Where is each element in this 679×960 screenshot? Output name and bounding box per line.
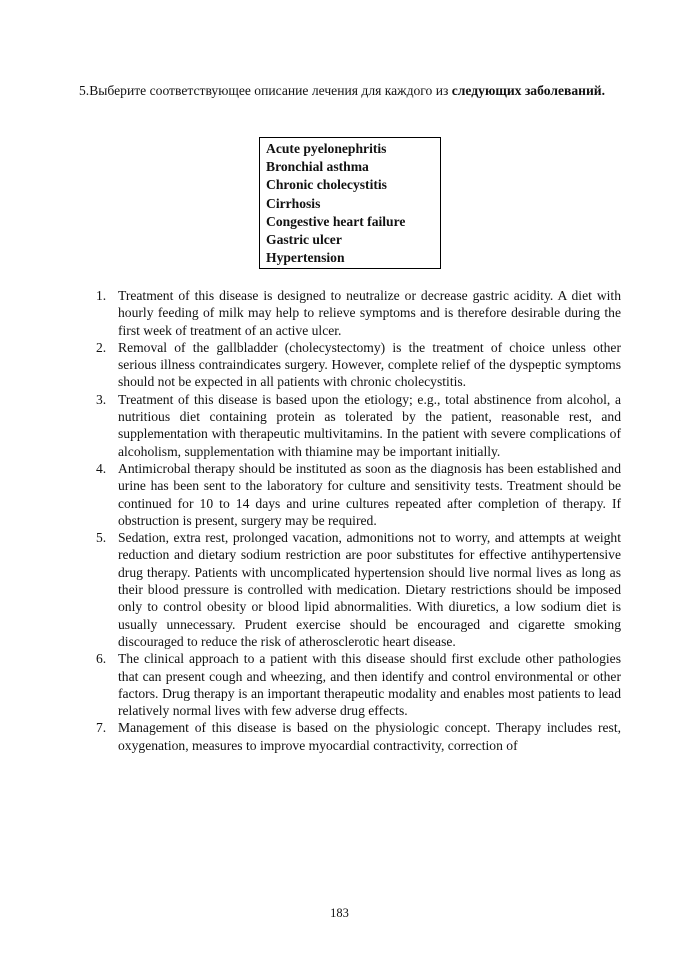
item-number: 3. (96, 391, 107, 407)
item-number: 1. (96, 288, 107, 303)
item-text: Treatment of this disease is based upon the etiology; e.g., total abstinence from alcohol, a nutritious diet containing protein as tolerated by the patient, reasonable rest, and supplementation with therapeutic multivitamins. In the patient with severe complications of alcoholism, supplementation with thiamine may be important initially. (118, 391, 621, 459)
heading-text: 5.Выберите соответствующее описание лечения для каждого из (79, 83, 452, 98)
list-item (96, 719, 621, 754)
disease-item: Acute pyelonephritis (266, 141, 387, 156)
list-item (96, 339, 621, 391)
item-number: 5. (96, 530, 107, 546)
disease-item: Hypertension (266, 250, 345, 266)
heading-bold-text: следующих заболеваний. (451, 83, 606, 98)
list-item (96, 650, 621, 719)
list-item (96, 529, 621, 650)
item-text: Treatment of this disease is designed to neutralize or decrease gastric acidity. A diet with hourly feeding of milk may help to relieve symptoms and is therefore desirable during the first week of treatment of an active ulcer. (118, 288, 621, 338)
disease-item: Cirrhosis (266, 195, 321, 211)
page-number: 183 (330, 906, 349, 920)
item-text: Sedation, extra rest, prolonged vacation, admonitions not to worry, and attempts at weight reduction and dietary sodium restriction are poor substitutes for effective antihypertensive drug therapy. Patients with uncomplicated hypertension should live normal lives as long as their blood pressure is controlled with medication. Dietary restrictions should be imposed only to control obesity or blood lipid abnormalities. With diuretics, a low sodium diet is usually unnecessary. Prudent exercise should be encouraged and cigarette smoking discouraged to reduce the risk of atherosclerotic heart disease. (118, 530, 621, 649)
item-text: Management of this disease is based on the physiologic concept. Therapy includes rest, oxygenation, measures to improve myocardial contractivity, correction of (118, 720, 621, 753)
disease-item: Gastric ulcer (266, 232, 342, 248)
disease-item: Congestive heart failure (266, 213, 406, 229)
exercise-heading (79, 82, 620, 100)
item-number: 4. (96, 460, 107, 476)
item-text: Removal of the gallbladder (cholecystectomy) is the treatment of choice unless other serious illness contraindicates surgery. However, complete relief of the dyspeptic symptoms should not be expected in all patients with chronic cholecystitis. (118, 339, 621, 390)
list-item (96, 391, 621, 460)
item-text: The clinical approach to a patient with this disease should first exclude other pathologies that can present cough and wheezing, and then identify and control environmental or other factors. Drug therapy is an important therapeutic modality and enables most patients to lead relatively normal lives with few adverse drug effects. (118, 651, 621, 719)
list-item (96, 287, 621, 339)
disease-list-box (259, 137, 441, 269)
item-number: 2. (96, 339, 107, 355)
list-item (96, 460, 621, 529)
item-number: 7. (96, 720, 107, 736)
item-text: Antimicrobal therapy should be instituted as soon as the diagnosis has been established and urine has been sent to the laboratory for culture and sensitivity tests. Treatment should be continued for 10 to 14 days and urine cultures repeated after completion of therapy. If obstruction is present, surgery may be required. (118, 460, 621, 528)
treatment-descriptions-list (96, 287, 621, 754)
disease-item: Bronchial asthma (266, 159, 369, 175)
item-number: 6. (96, 651, 107, 667)
disease-item: Chronic cholecystitis (266, 177, 387, 193)
